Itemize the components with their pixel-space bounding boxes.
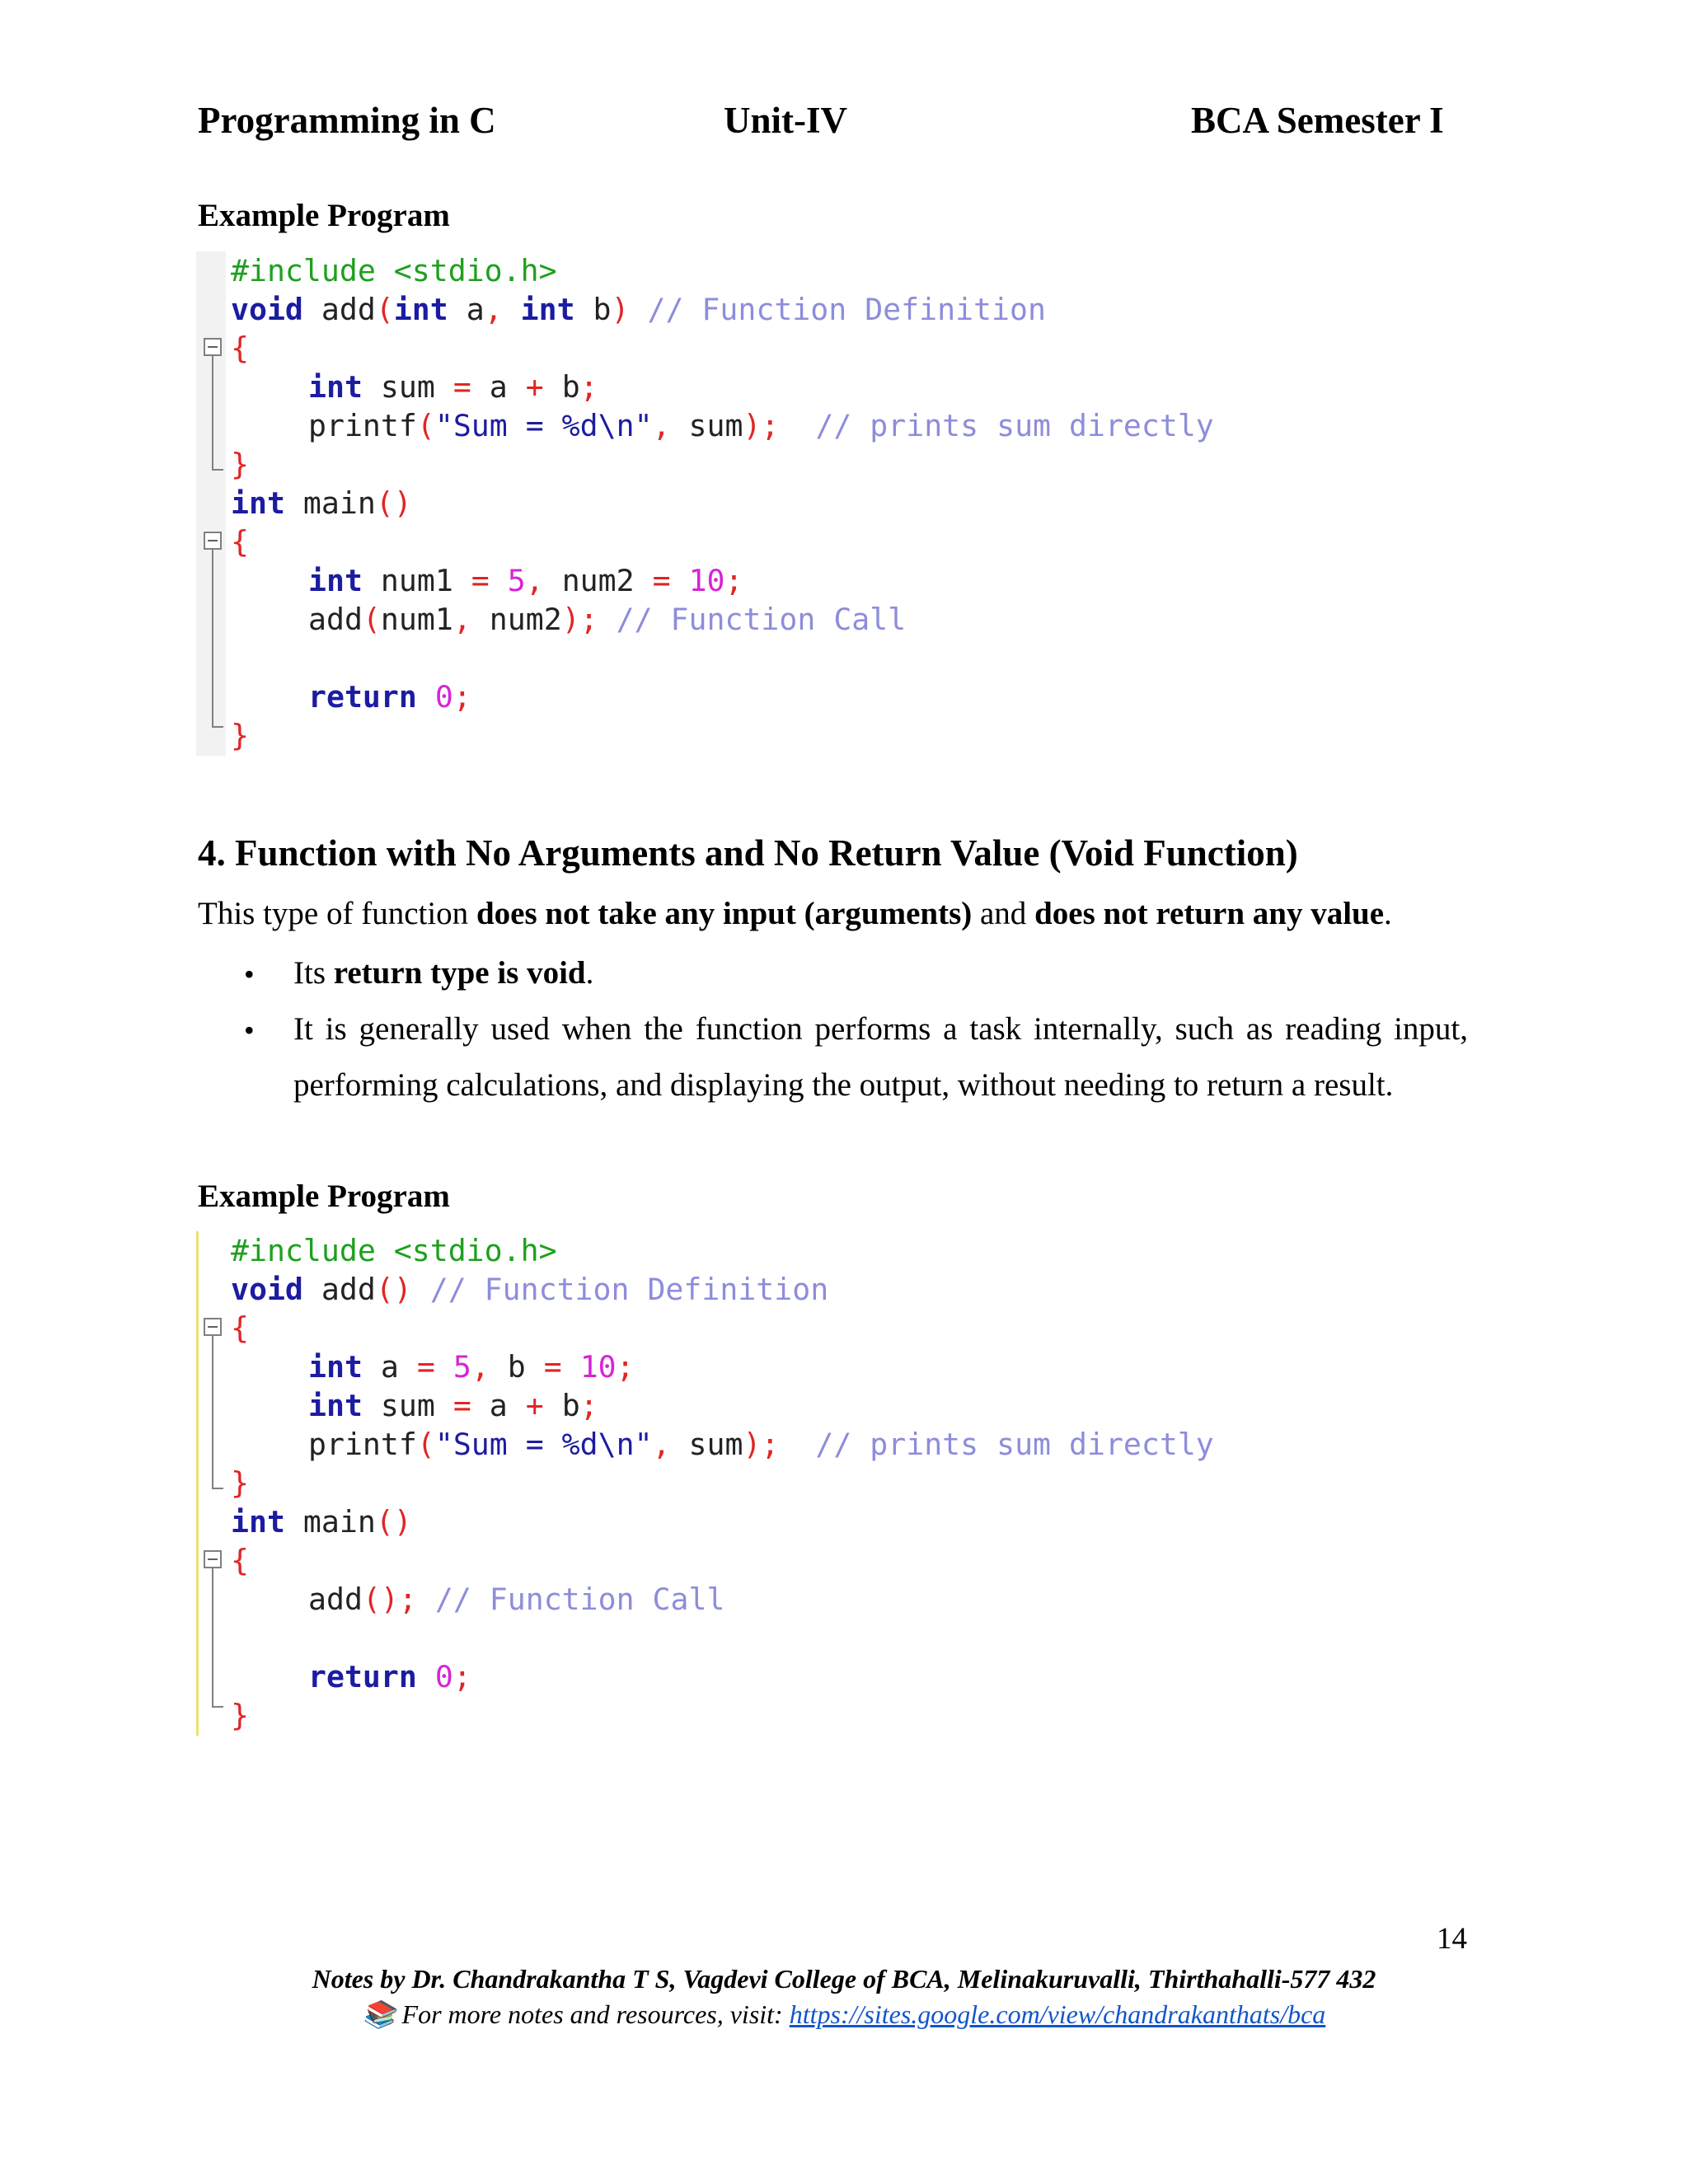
code-token: } — [231, 447, 249, 482]
fold-end — [212, 715, 223, 728]
code-line — [231, 1231, 557, 1270]
text-run: . — [1384, 896, 1392, 931]
code-token: int — [308, 563, 363, 598]
code-number: 5 — [489, 563, 526, 598]
header-course-title: Programming in C — [198, 100, 496, 141]
resources-link[interactable]: https://sites.google.com/view/chandrakanthats/bca — [789, 1999, 1326, 2029]
code-token: = — [652, 563, 671, 598]
page-number: 14 — [1437, 1922, 1467, 1956]
code-comment: // Function Call — [598, 602, 907, 637]
code-token: ); — [743, 408, 780, 443]
code-token: + — [525, 1388, 544, 1423]
code-token: ; — [579, 369, 598, 405]
code-line — [231, 251, 557, 290]
example-program-label: Example Program — [198, 1179, 450, 1214]
code-token: , — [452, 602, 471, 637]
code-token: ) — [611, 292, 630, 327]
code-token: int — [502, 292, 575, 327]
code-token: = — [471, 563, 490, 598]
code-token: ( — [375, 292, 394, 327]
code-token: ); — [743, 1427, 780, 1462]
code-token: int — [308, 369, 363, 405]
code-token: ( — [416, 408, 435, 443]
code-token: int — [308, 1349, 363, 1385]
code-token: num2 — [471, 602, 562, 637]
code-line — [308, 561, 743, 600]
text-run-bold: does not return any value — [1034, 896, 1385, 931]
code-string: "Sum = %d\n" — [434, 1427, 653, 1462]
code-token: , — [525, 563, 544, 598]
code-comment: // Function Definition — [629, 292, 1046, 327]
code-token: a — [471, 369, 526, 405]
code-token: add — [308, 1582, 363, 1617]
code-token: b — [543, 1388, 580, 1423]
code-token: , — [484, 292, 503, 327]
code-token: { — [231, 524, 249, 560]
code-token: a — [471, 1388, 526, 1423]
header-unit: Unit-IV — [724, 100, 848, 141]
code-block-1 — [196, 251, 1400, 756]
code-token: return — [308, 679, 417, 715]
code-token: { — [231, 1310, 249, 1346]
header-semester: BCA Semester I — [1191, 100, 1444, 141]
code-number: 10 — [561, 1349, 617, 1385]
code-comment: // prints sum directly — [779, 408, 1214, 443]
code-token: (); — [362, 1582, 417, 1617]
bullet-item: It is generally used when the function performs a task internally, such as reading input, performing calculations, and displaying the output, without needing to return a result. — [293, 1011, 1468, 1103]
code-line — [231, 1502, 412, 1541]
fold-end — [212, 1694, 223, 1708]
code-block-2 — [196, 1231, 1400, 1736]
code-number: 0 — [416, 679, 453, 715]
code-token: return — [308, 1659, 417, 1694]
fold-line — [212, 1336, 213, 1478]
code-token: sum — [670, 1427, 743, 1462]
code-line — [308, 1386, 598, 1425]
code-token: + — [525, 369, 544, 405]
example-program-label: Example Program — [198, 198, 450, 233]
code-token: num1 — [362, 563, 471, 598]
fold-toggle-icon[interactable] — [204, 532, 222, 550]
code-line — [231, 1464, 249, 1502]
code-token: ; — [579, 1388, 598, 1423]
code-token: } — [231, 1698, 249, 1733]
footer-resources — [0, 1997, 1688, 2032]
code-token: { — [231, 1543, 249, 1578]
code-line — [308, 1657, 471, 1696]
code-token: ; — [616, 1349, 635, 1385]
code-token: = — [416, 1349, 435, 1385]
code-token: main — [284, 485, 376, 521]
code-line — [308, 1580, 724, 1619]
code-number: 5 — [434, 1349, 471, 1385]
code-token: ; — [452, 1659, 471, 1694]
code-token: int — [231, 1504, 285, 1540]
code-line — [308, 1425, 1214, 1464]
fold-line — [212, 550, 213, 716]
code-comment: // Function Call — [416, 1582, 725, 1617]
code-line — [231, 1696, 249, 1735]
code-token: ( — [362, 602, 381, 637]
text-run: This type of function — [198, 896, 476, 931]
code-token: num2 — [543, 563, 653, 598]
code-token: ; — [452, 679, 471, 715]
code-token: printf — [308, 408, 417, 443]
code-token: = — [543, 1349, 562, 1385]
code-token: = — [452, 369, 471, 405]
footer-notes: Notes by Dr. Chandrakantha T S, Vagdevi College of BCA, Melinakuruvalli, Thirthahalli-577 432 — [312, 1964, 1376, 1994]
code-token: add — [302, 1272, 376, 1307]
code-token: , — [652, 1427, 671, 1462]
text-run: . — [585, 955, 594, 991]
code-token: num1 — [380, 602, 453, 637]
bullet-icon: • — [244, 958, 255, 991]
footer-text: For more notes and resources, visit: — [395, 1999, 790, 2029]
fold-toggle-icon[interactable] — [204, 338, 222, 356]
code-gutter — [196, 251, 226, 756]
code-comment: // prints sum directly — [779, 1427, 1214, 1462]
code-number: 0 — [416, 1659, 453, 1694]
section-heading: 4. Function with No Arguments and No Return Value (Void Function) — [198, 832, 1298, 874]
code-token: sum — [362, 1388, 453, 1423]
code-line — [308, 368, 598, 406]
code-token: b — [574, 292, 612, 327]
code-token: , — [652, 408, 671, 443]
text-run: and — [972, 896, 1035, 931]
code-token: ); — [561, 602, 598, 637]
code-token: a — [362, 1349, 417, 1385]
code-line — [231, 290, 1046, 329]
code-token: = — [452, 1388, 471, 1423]
code-line — [231, 1541, 249, 1580]
code-token: add — [308, 602, 363, 637]
code-token: () — [375, 1272, 412, 1307]
text-run: Its — [293, 955, 334, 991]
fold-end — [212, 1476, 223, 1489]
code-token: } — [231, 1465, 249, 1501]
code-token: int — [231, 485, 285, 521]
code-number: 10 — [670, 563, 725, 598]
code-token: void — [231, 292, 303, 327]
intro-paragraph — [198, 893, 1392, 935]
code-token: { — [231, 330, 249, 366]
fold-toggle-icon[interactable] — [204, 1550, 222, 1568]
code-line — [231, 484, 412, 523]
code-token: add — [302, 292, 376, 327]
code-line — [308, 1347, 635, 1386]
fold-toggle-icon[interactable] — [204, 1318, 222, 1336]
code-comment: // Function Definition — [411, 1272, 829, 1307]
code-line — [231, 716, 249, 755]
code-token: printf — [308, 1427, 417, 1462]
books-icon: 📚 — [362, 1999, 396, 2029]
code-token: #include <stdio.h> — [231, 253, 557, 288]
code-token: } — [231, 718, 249, 753]
code-line — [308, 600, 906, 639]
code-line — [231, 523, 249, 561]
text-run-bold: does not take any input (arguments) — [476, 896, 973, 931]
code-token: a — [448, 292, 485, 327]
code-token: void — [231, 1272, 303, 1307]
code-token: #include <stdio.h> — [231, 1233, 557, 1268]
code-line — [308, 406, 1214, 445]
code-token: ; — [724, 563, 743, 598]
code-token: ( — [416, 1427, 435, 1462]
code-line — [231, 329, 249, 368]
code-token: b — [489, 1349, 544, 1385]
code-line — [231, 1270, 828, 1309]
code-token: () — [375, 1504, 412, 1540]
code-token: () — [375, 485, 412, 521]
fold-end — [212, 457, 223, 471]
fold-line — [212, 356, 213, 459]
code-string: "Sum = %d\n" — [434, 408, 653, 443]
code-line — [231, 445, 249, 484]
code-token: int — [308, 1388, 363, 1423]
bullet-icon: • — [244, 1014, 255, 1047]
code-token: , — [471, 1349, 490, 1385]
code-line — [231, 1309, 249, 1347]
code-token: sum — [670, 408, 743, 443]
code-line — [308, 677, 471, 716]
code-token: main — [284, 1504, 376, 1540]
code-token: int — [393, 292, 448, 327]
bullet-item — [293, 945, 1468, 1001]
fold-line — [212, 1568, 213, 1696]
code-token: sum — [362, 369, 453, 405]
code-token: b — [543, 369, 580, 405]
text-run-bold: return type is void — [333, 955, 586, 991]
